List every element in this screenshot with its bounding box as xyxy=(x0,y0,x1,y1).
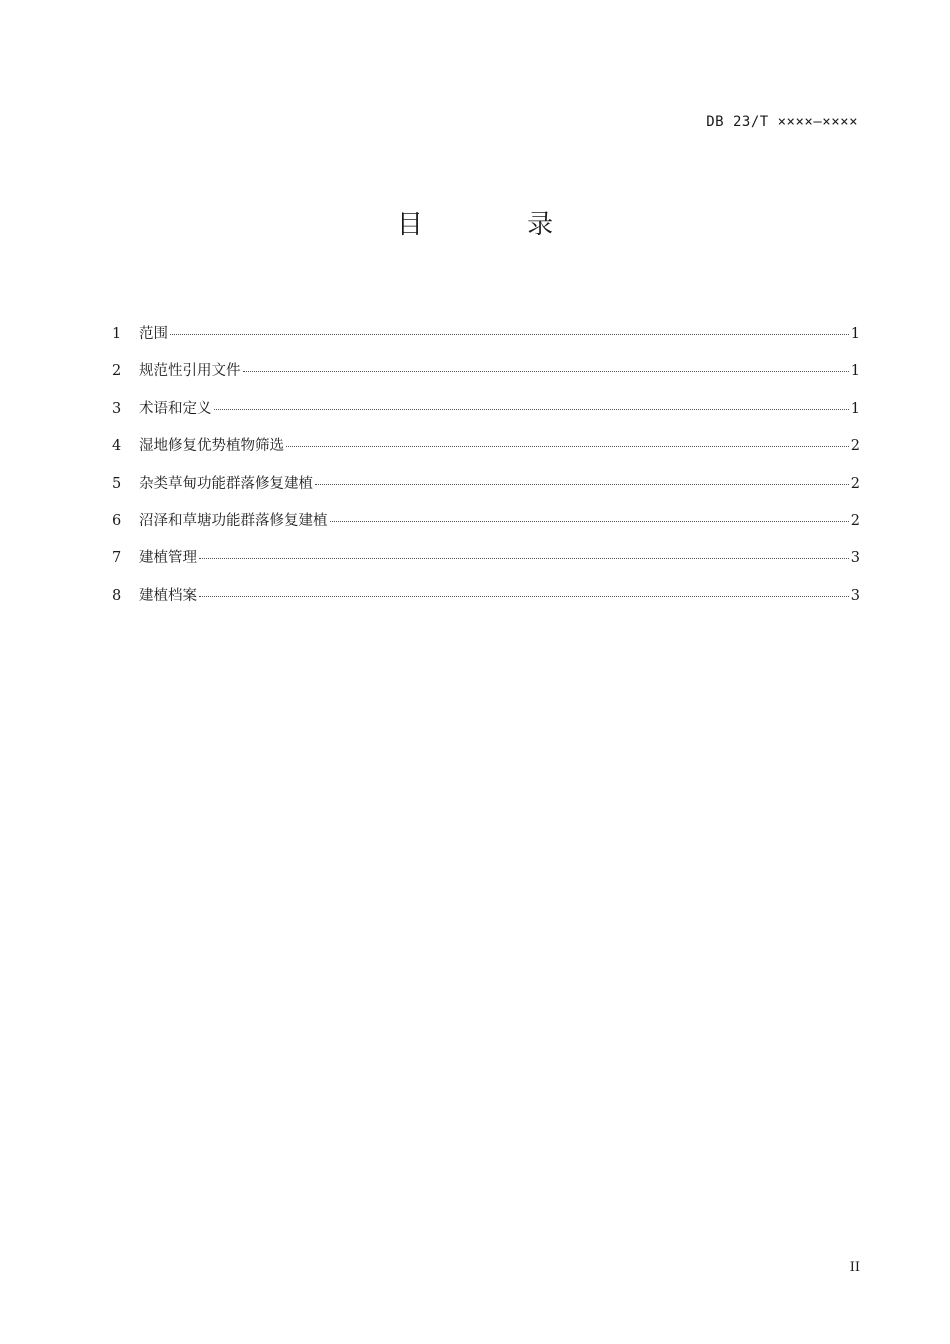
toc-entry-label: 建植档案 xyxy=(139,587,197,604)
toc-entry[interactable] xyxy=(112,434,860,471)
dot-leader xyxy=(315,484,849,485)
page-title: 目 录 xyxy=(396,210,602,240)
toc-entry-label: 湿地修复优势植物筛选 xyxy=(139,438,284,455)
toc-entry[interactable] xyxy=(112,472,860,509)
dot-leader xyxy=(286,446,849,447)
toc-entry-page: 1 xyxy=(850,400,860,417)
page-number: II xyxy=(849,1260,860,1275)
toc-entry-label: 术语和定义 xyxy=(139,400,212,417)
toc-entry-label: 建植管理 xyxy=(139,550,197,567)
toc-entry[interactable] xyxy=(112,509,860,546)
dot-leader xyxy=(243,371,849,372)
table-of-contents xyxy=(112,322,860,621)
toc-entry-number: 3 xyxy=(112,400,122,417)
toc-entry-number: 6 xyxy=(112,512,122,529)
dot-leader xyxy=(330,521,849,522)
document-code: DB 23/T ××××—×××× xyxy=(706,114,858,130)
dot-leader xyxy=(199,558,849,559)
toc-entry[interactable] xyxy=(112,546,860,583)
toc-entry-label: 规范性引用文件 xyxy=(139,363,241,380)
toc-entry-number: 8 xyxy=(112,587,122,604)
toc-entry[interactable] xyxy=(112,397,860,434)
toc-entry-page: 2 xyxy=(850,438,860,455)
toc-entry-page: 1 xyxy=(850,326,860,342)
dot-leader xyxy=(199,596,849,597)
toc-entry-page: 2 xyxy=(850,475,860,492)
toc-entry-number: 5 xyxy=(112,475,122,492)
toc-entry-number: 4 xyxy=(112,438,122,455)
toc-entry-label: 杂类草甸功能群落修复建植 xyxy=(139,475,313,492)
dot-leader xyxy=(170,334,849,335)
toc-entry-number: 7 xyxy=(112,550,122,567)
dot-leader xyxy=(214,409,849,410)
toc-entry[interactable] xyxy=(112,322,860,359)
toc-entry-page: 3 xyxy=(850,550,860,567)
toc-entry-page: 2 xyxy=(850,512,860,529)
toc-entry-number: 1 xyxy=(112,326,122,342)
toc-entry-label: 沼泽和草塘功能群落修复建植 xyxy=(139,512,328,529)
toc-entry-number: 2 xyxy=(112,363,122,380)
toc-entry-page: 1 xyxy=(850,363,860,380)
toc-entry[interactable] xyxy=(112,359,860,396)
toc-entry-page: 3 xyxy=(850,587,860,604)
toc-entry[interactable] xyxy=(112,584,860,621)
toc-entry-label: 范围 xyxy=(139,326,168,342)
